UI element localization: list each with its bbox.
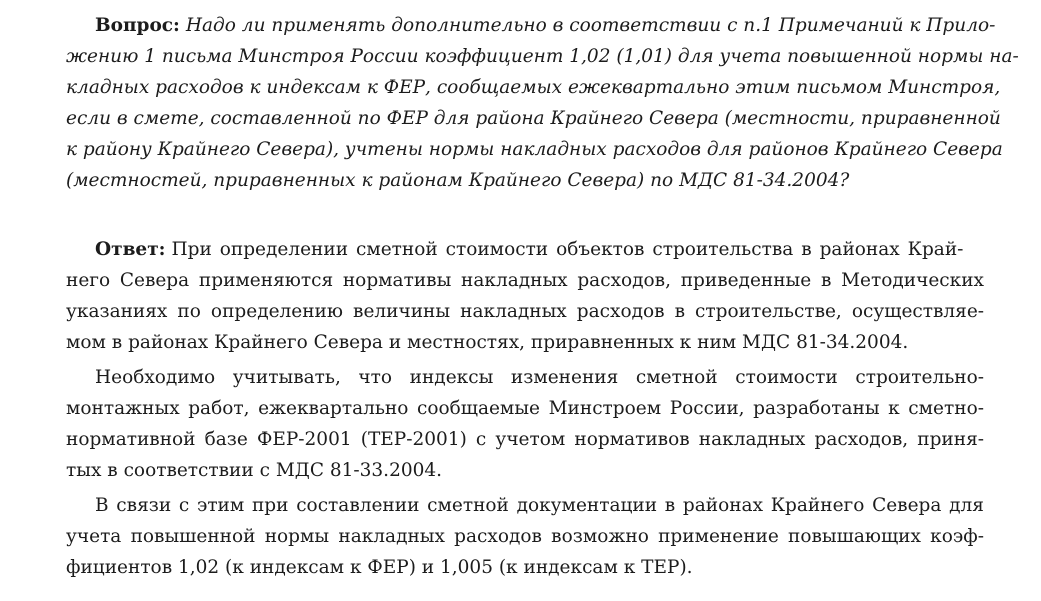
answer-line: В связи с этим при составлении сметной документации в районах Крайнего Севера для bbox=[95, 495, 984, 516]
answer-block bbox=[66, 234, 984, 583]
answer-text: При определении сметной стоимости объектов строительства в районах Край- bbox=[171, 239, 964, 260]
answer-line: учета повышенной нормы накладных расходов возможно применение повышающих коэф- bbox=[66, 526, 984, 547]
question-line bbox=[66, 10, 996, 41]
question-block bbox=[66, 10, 1019, 196]
answer-line: тых в соответствии с МДС 81-33.2004. bbox=[66, 460, 443, 481]
answer-line: монтажных работ, ежеквартально сообщаемые Минстроем России, разработаны к сметно- bbox=[66, 398, 984, 419]
answer-line: указаниях по определению величины накладных расходов в строительстве, осуществляе- bbox=[66, 301, 985, 322]
answer-line: него Севера применяются нормативы накладных расходов, приведенные в Методических bbox=[66, 270, 984, 291]
answer-label: Ответ: bbox=[95, 239, 166, 260]
answer-line: мом в районах Крайнего Севера и местностях, приравненных к ним МДС 81-34.2004. bbox=[66, 332, 909, 353]
section-gap bbox=[66, 196, 984, 234]
answer-line: нормативной базе ФЕР-2001 (ТЕР-2001) с учетом нормативов накладных расходов, приня- bbox=[66, 429, 985, 450]
question-label: Вопрос: bbox=[95, 15, 180, 36]
question-text: Надо ли применять дополнительно в соответствии с п.1 Примечаний к Прило- bbox=[185, 15, 996, 36]
question-line: жению 1 письма Минстроя России коэффициент 1,02 (1,01) для учета повышенной нормы на- bbox=[66, 46, 1019, 67]
question-line: к району Крайнего Севера), учтены нормы накладных расходов для районов Крайнего Севера bbox=[66, 139, 1003, 160]
answer-line: Необходимо учитывать, что индексы изменения сметной стоимости строительно- bbox=[95, 367, 984, 388]
question-line: (местностей, приравненных к районам Крайнего Севера) по МДС 81-34.2004? bbox=[66, 170, 850, 191]
question-line: кладных расходов к индексам к ФЕР, сообщаемых ежеквартально этим письмом Минстроя, bbox=[66, 77, 1001, 98]
answer-line bbox=[66, 234, 984, 265]
question-line: если в смете, составленной по ФЕР для района Крайнего Севера (местности, приравненной bbox=[66, 108, 1001, 129]
answer-line: фициентов 1,02 (к индексам к ФЕР) и 1,005 (к индексам к ТЕР). bbox=[66, 557, 693, 578]
